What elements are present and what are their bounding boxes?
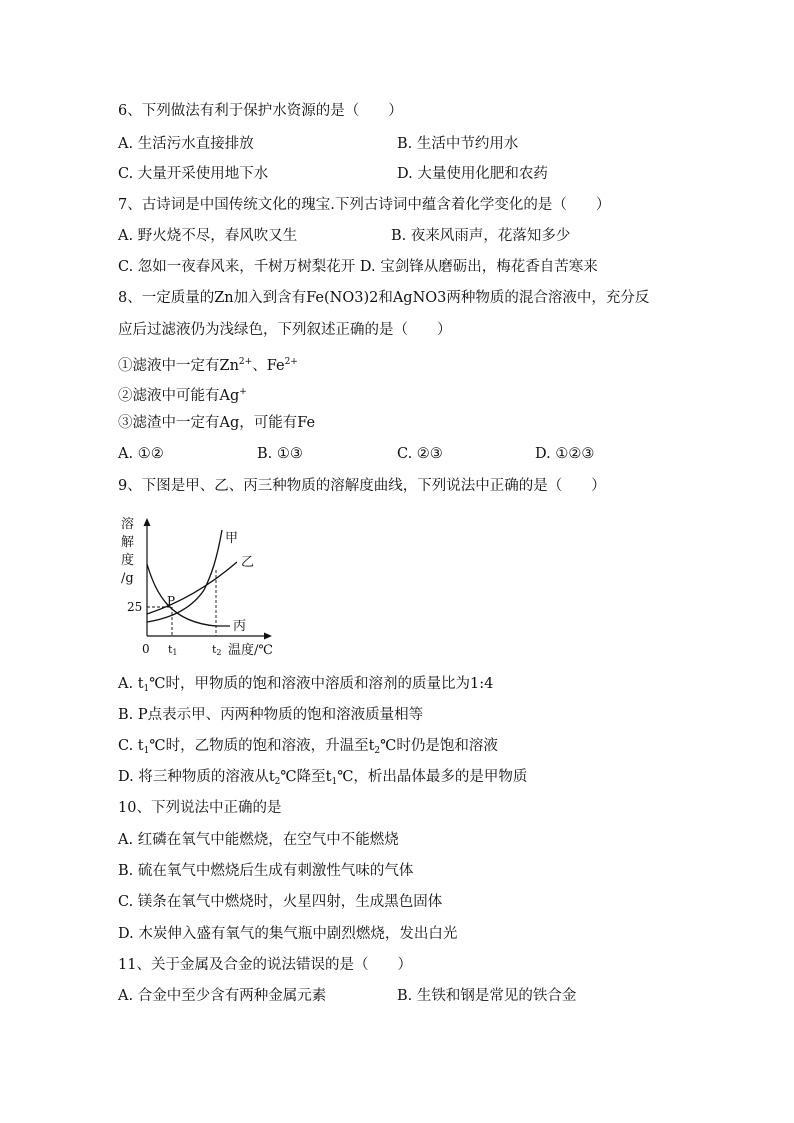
y-tick-25: 25 [127, 600, 143, 614]
curve-jia [147, 530, 222, 622]
q7-stem: 7、古诗词是中国传统文化的瑰宝.下列古诗词中蕴含着化学变化的是（ ） [118, 197, 611, 213]
q10-option-b: B. 硫在氧气中燃烧后生成有刺激性气味的气体 [118, 863, 414, 879]
ylabel-char-4: /g [121, 571, 134, 586]
q8-statement-2: ②滤液中可能有Ag+ [118, 387, 247, 404]
solubility-chart [112, 512, 282, 660]
q8-option-b: B. ①③ [257, 446, 303, 462]
point-p-label: P [167, 594, 176, 608]
ylabel-char-1: 溶 [121, 517, 135, 532]
q10-option-a: A. 红磷在氧气中能燃烧，在空气中不能燃烧 [118, 832, 399, 848]
label-jia: 甲 [225, 531, 239, 546]
q8-option-a: A. ①② [118, 446, 164, 462]
chart-ylabel [121, 516, 134, 586]
q9-option-d: D. 将三种物质的溶液从$t_2℃$降至$t_1℃$，析出晶体最多的是甲物质 [118, 769, 528, 787]
x-axis-arrow [264, 633, 272, 640]
ylabel-char-2: 解 [121, 535, 135, 550]
q8-stem-line1: 8、一定质量的Zn加入到含有Fe(NO3)2和AgNO3两种物质的混合溶液中，充分反 [118, 290, 650, 306]
x-axis-label: 温度/℃ [228, 643, 273, 658]
q6-stem: 6、下列做法有利于保护水资源的是（ ） [118, 103, 403, 119]
q8-option-c: C. ②③ [397, 446, 443, 462]
q6-option-c: C. 大量开采使用地下水 [118, 166, 269, 182]
ylabel-char-3: 度 [121, 553, 135, 568]
q9-stem: 9、下图是甲、乙、丙三种物质的溶解度曲线，下列说法中正确的是（ ） [118, 478, 606, 494]
q7-options-cd: C. 忽如一夜春风来，千树万树梨花开 D. 宝剑锋从磨砺出，梅花香自苦寒来 [118, 259, 598, 275]
q10-option-d: D. 木炭伸入盛有氧气的集气瓶中剧烈燃烧，发出白光 [118, 926, 458, 942]
x-tick-t1: t1 [168, 643, 178, 657]
q6-option-d: D. 大量使用化肥和农药 [397, 166, 548, 182]
q9-option-a: A. $t_1℃$时，甲物质的饱和溶液中溶质和溶剂的质量比为1:4 [118, 676, 494, 694]
q11-option-a: A. 合金中至少含有两种金属元素 [118, 988, 327, 1004]
q6-option-b: B. 生活中节约用水 [397, 136, 519, 152]
q9-option-c: C. $t_1℃$时，乙物质的饱和溶液，升温至$t_2℃$时仍是饱和溶液 [118, 738, 498, 756]
q8-option-d: D. ①②③ [535, 446, 595, 462]
label-yi: 乙 [241, 555, 255, 570]
curve-yi [147, 562, 237, 614]
q8-statement-3: ③滤渣中一定有Ag，可能有Fe [118, 415, 316, 431]
q7-option-b: B. 夜来风雨声，花落知多少 [391, 228, 571, 244]
q8-stem-line2: 应后过滤液仍为浅绿色，下列叙述正确的是（ ） [118, 322, 452, 338]
curve-bing [147, 564, 230, 626]
origin-label: 0 [142, 642, 150, 656]
x-tick-t2: t2 [212, 643, 222, 657]
q6-option-a: A. 生活污水直接排放 [118, 136, 254, 152]
q10-option-c: C. 镁条在氧气中燃烧时，火星四射，生成黑色固体 [118, 894, 443, 910]
q8-statement-1: ①滤液中一定有$Zn^{2+}$、$Fe^{2+}$ [118, 357, 298, 374]
q9-option-b: B. P点表示甲、丙两种物质的饱和溶液质量相等 [118, 707, 424, 723]
q10-stem: 10、下列说法中正确的是 [118, 800, 282, 816]
q11-stem: 11、关于金属及合金的说法错误的是（ ） [118, 957, 412, 973]
label-bing: 丙 [233, 619, 247, 634]
q11-option-b: B. 生铁和钢是常见的铁合金 [397, 988, 577, 1004]
q7-option-a: A. 野火烧不尽，春风吹又生 [118, 228, 298, 244]
y-axis-arrow [144, 518, 151, 526]
